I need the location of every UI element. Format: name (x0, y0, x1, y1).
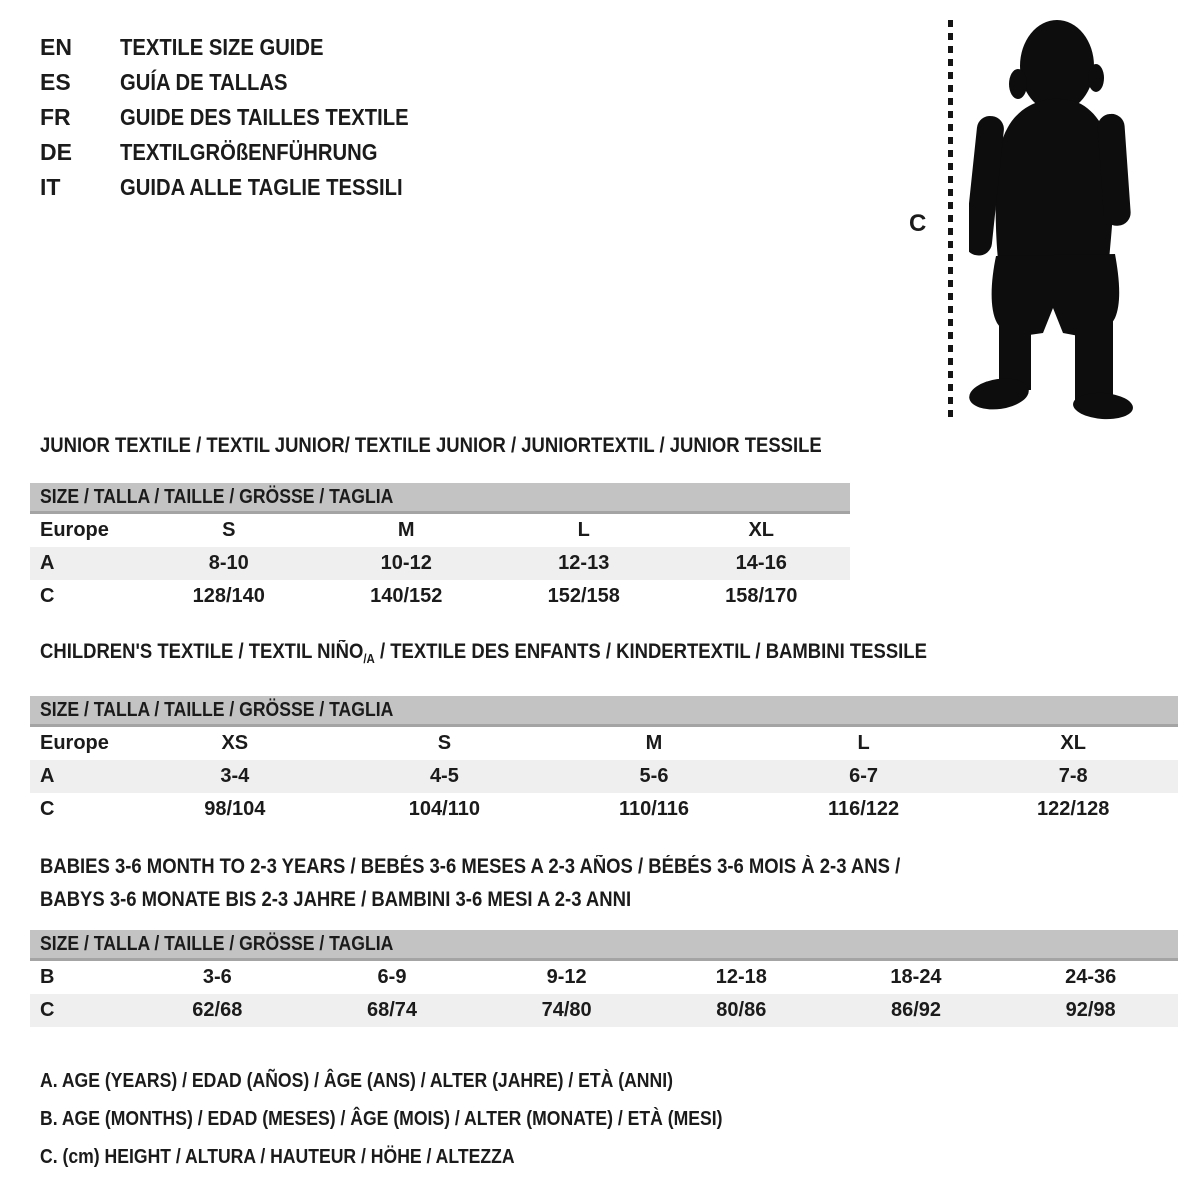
table-cell: 12-13 (558, 552, 610, 574)
table-cell: 24-36 (1065, 966, 1117, 988)
language-title-list (40, 30, 448, 205)
table-cell: L (857, 732, 870, 755)
measure-label: C (909, 210, 927, 237)
legend-line-b: B. AGE (MONTHS) / EDAD (MESES) / ÂGE (MOIS) / ALTER (MONATE) / ETÀ (MESI) (40, 1108, 723, 1130)
table-cell: 74/80 (541, 999, 592, 1021)
children-size-header-bar (30, 696, 1178, 727)
table-cell: 98/104 (204, 798, 266, 821)
row-label: Europe (40, 519, 109, 541)
table-cell: 7-8 (1058, 765, 1088, 788)
row-label: A (40, 552, 55, 574)
babies-section (30, 850, 1178, 1027)
table-cell: S (437, 732, 452, 755)
table-cell: L (577, 519, 590, 541)
language-title: TEXTILGRÖßENFÜHRUNG (120, 139, 378, 165)
table-cell: 80/86 (716, 999, 767, 1021)
children-section-title: CHILDREN'S TEXTILE / TEXTIL $NIÑO_{/A}$ / TEXTILE DES ENFANTS / KINDERTEXTIL / BAMBINI TESSILE (40, 640, 927, 667)
table-cell: 92/98 (1065, 999, 1116, 1021)
babies-section-title-line1: BABIES 3-6 MONTH TO 2-3 YEARS / BEBÉS 3-6 MESES A 2-3 AÑOS / BÉBÉS 3-6 MOIS À 2-3 ANS / (40, 855, 901, 878)
list-item (40, 170, 448, 205)
table-cell: 128/140 (192, 585, 265, 607)
babies-size-header-bar (30, 930, 1178, 961)
table-cell: 3-4 (220, 765, 250, 788)
table-cell: 3-6 (202, 966, 232, 988)
table-row (30, 994, 1178, 1027)
table-cell: 116/122 (827, 798, 900, 821)
size-header-label: SIZE / TALLA / TAILLE / GRÖSSE / TAGLIA (40, 485, 394, 508)
row-label: C (40, 798, 55, 821)
table-cell: XL (748, 519, 775, 541)
language-title: GUIDA ALLE TAGLIE TESSILI (120, 174, 403, 200)
table-cell: 18-24 (890, 966, 942, 988)
table-cell: XL (1060, 732, 1086, 755)
table-cell: 5-6 (639, 765, 669, 788)
language-code: FR (40, 104, 71, 130)
table-cell: S (222, 519, 236, 541)
table-cell: 86/92 (890, 999, 942, 1021)
row-label: C (40, 999, 55, 1021)
list-item (40, 30, 448, 65)
list-item (40, 100, 448, 135)
table-cell: 140/152 (370, 585, 443, 607)
size-header-label: SIZE / TALLA / TAILLE / GRÖSSE / TAGLIA (40, 932, 394, 955)
table-cell: 68/74 (366, 999, 418, 1021)
table-row (30, 961, 1178, 994)
language-code: ES (40, 69, 71, 95)
table-row (30, 793, 1178, 826)
table-cell: 9-12 (546, 966, 587, 988)
table-cell: 12-18 (715, 966, 767, 988)
list-item (40, 135, 448, 170)
table-cell: 4-5 (429, 765, 459, 788)
table-row (30, 760, 1178, 793)
height-measure-figure (905, 18, 1197, 426)
table-cell: 8-10 (208, 552, 249, 574)
table-cell: 104/110 (408, 798, 480, 821)
row-label: Europe (40, 732, 109, 755)
language-code: EN (40, 34, 72, 60)
row-label: C (40, 585, 55, 607)
language-code: IT (40, 174, 61, 200)
table-cell: XS (221, 732, 249, 755)
table-cell: 110/116 (618, 798, 690, 821)
row-label: A (40, 765, 55, 788)
children-section (30, 640, 1178, 826)
language-code: DE (40, 139, 72, 165)
language-title: TEXTILE SIZE GUIDE (120, 34, 324, 60)
table-row (30, 727, 1178, 760)
junior-size-header-bar (30, 483, 850, 514)
table-cell: 158/170 (725, 585, 798, 607)
junior-section (30, 434, 850, 613)
table-row (30, 580, 850, 613)
table-cell: M (645, 732, 663, 755)
table-cell: 14-16 (735, 552, 787, 574)
babies-section-title-line2: BABYS 3-6 MONATE BIS 2-3 JAHRE / BAMBINI 3-6 MESI A 2-3 ANNI (40, 888, 632, 911)
language-title: GUÍA DE TALLAS (120, 69, 288, 95)
table-cell: 10-12 (380, 552, 432, 574)
row-label: B (40, 966, 55, 988)
table-cell: 6-7 (849, 765, 879, 788)
baby-silhouette-icon (969, 18, 1133, 420)
list-item (40, 65, 448, 100)
table-cell: M (397, 519, 415, 541)
measure-legend (40, 1062, 816, 1176)
table-row (30, 514, 850, 547)
size-header-label: SIZE / TALLA / TAILLE / GRÖSSE / TAGLIA (40, 698, 394, 721)
table-cell: 6-9 (377, 966, 407, 988)
junior-section-title: JUNIOR TEXTILE / TEXTIL JUNIOR/ TEXTILE JUNIOR / JUNIORTEXTIL / JUNIOR TESSILE (40, 434, 822, 457)
height-measure-line (948, 20, 953, 418)
table-row (30, 547, 850, 580)
table-cell: 122/128 (1037, 798, 1110, 821)
language-title: GUIDE DES TAILLES TEXTILE (120, 104, 409, 130)
title-subscript: /A (363, 651, 375, 667)
table-cell: 62/68 (192, 999, 243, 1021)
legend-line-c: C. (cm) HEIGHT / ALTURA / HAUTEUR / HÖHE / ALTEZZA (40, 1146, 515, 1168)
table-cell: 152/158 (547, 585, 620, 607)
legend-line-a: A. AGE (YEARS) / EDAD (AÑOS) / ÂGE (ANS) / ALTER (JAHRE) / ETÀ (ANNI) (40, 1070, 673, 1092)
